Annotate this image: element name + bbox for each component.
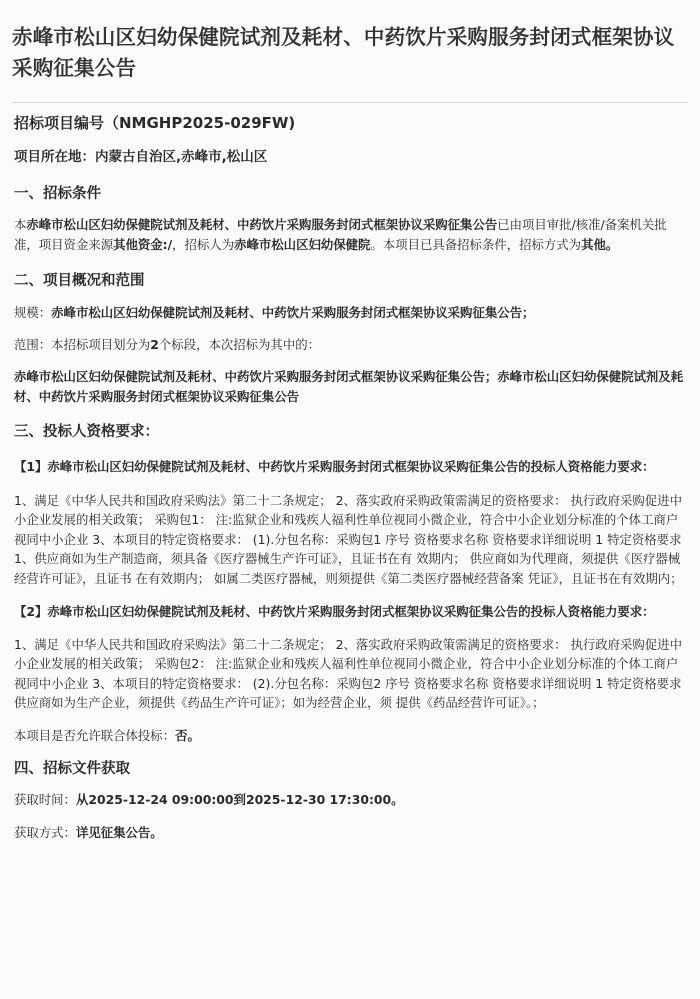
scale-value: 赤峰市松山区妇幼保健院试剂及耗材、中药饮片采购服务封闭式框架协议采购征集公告；	[51, 305, 535, 320]
package-1-title: 【1】赤峰市松山区妇幼保健院试剂及耗材、中药饮片采购服务封闭式框架协议采购征集公告的投标人资格能力要求：	[14, 459, 655, 474]
title-divider	[12, 102, 688, 103]
scope-lot-list: 赤峰市松山区妇幼保健院试剂及耗材、中药饮片采购服务封闭式框架协议采购征集公告；赤峰市松山区妇幼保健院试剂及耗材、中药饮片采购服务封闭式框架协议采购征集公告	[14, 369, 684, 404]
acquisition-method-value: 详见征集公告。	[75, 824, 163, 840]
acquisition-method-label: 获取方式：	[14, 824, 76, 840]
joint-bid-line	[14, 726, 688, 746]
joint-bid-label: 本项目是否允许联合体投标：	[14, 727, 176, 743]
package-2-title: 【2】赤峰市松山区妇幼保健院试剂及耗材、中药饮片采购服务封闭式框架协议采购征集公告的投标人资格能力要求：	[14, 604, 655, 619]
project-scope	[14, 335, 688, 355]
text-segment: 范围：本招标项目划分为	[14, 336, 151, 352]
acquisition-time-value: 从2025-12-24 09:00:00到2025-12-30 17:30:00。	[75, 792, 404, 807]
fund-source-bold: 其他资金:/	[113, 236, 173, 252]
joint-bid-value: 否。	[175, 727, 200, 743]
text-segment: ，招标人为	[172, 236, 235, 252]
text-segment: 。本项目已具备招标条件，招标方式为	[370, 236, 582, 252]
package-2-requirements: 1、满足《中华人民共和国政府采购法》第二十二条规定； 2、落实政府采购政策需满足的资格要求： 执行政府采购促进中小企业发展的相关政策； 采购包2： 注:监狱企业和残疾人福利性单位视同小微企业，符合中小企业划分标准的个体工商户视同中小企业 3、本项目的特定资格要求： (2).分包名称：采购包2 序号 资格要求名称 资格要求详细说明 1 特定资格要求 供应商如为生产企业，须提供《药品生产许可证》；如为经营企业，须 提供《药品经营许可证》。；	[14, 636, 682, 710]
section-heading-project-overview: 二、项目概况和范围	[14, 273, 145, 289]
project-location: 项目所在地：内蒙古自治区,赤峰市,松山区	[14, 149, 268, 165]
bidding-conditions-paragraph	[14, 215, 688, 254]
lot-count: 2	[150, 336, 159, 352]
page-title: 赤峰市松山区妇幼保健院试剂及耗材、中药饮片采购服务封闭式框架协议采购征集公告	[12, 25, 675, 80]
text-segment: 已由项目审批/核准/备案机关批准，项目资金来源	[14, 217, 667, 252]
scale-label: 规模：	[14, 305, 52, 320]
text-segment: 个标段，本次招标为其中的：	[158, 336, 320, 352]
acquisition-time-label: 获取时间：	[14, 792, 76, 807]
text-segment: 本	[14, 217, 27, 232]
acquisition-time	[14, 790, 688, 810]
section-heading-document-acquisition: 四、招标文件获取	[14, 761, 130, 777]
tenderer-bold: 赤峰市松山区妇幼保健院	[234, 236, 371, 252]
acquisition-method	[14, 823, 688, 843]
project-number: 招标项目编号（NMGHP2025-029FW)	[14, 114, 296, 132]
package-1-requirements: 1、满足《中华人民共和国政府采购法》第二十二条规定； 2、落实政府采购政策需满足的资格要求： 执行政府采购促进中小企业发展的相关政策； 采购包1： 注:监狱企业和残疾人福利性单位视同小微企业，符合中小企业划分标准的个体工商户视同中小企业 3、本项目的特定资格要求： (1).分包名称：采购包1 序号 资格要求名称 资格要求详细说明 1 特定资格要求 1、供应商如为生产制造商，须具备《医疗器械生产许可证》，且证书在有 效期内； 供应商如为代理商，须提供《医疗器械经营许可证》，且证书 在有效期内； 如属二类医疗器械，则须提供《第二类医疗器械经营备案 凭证》，且证书在有效期内；	[14, 492, 683, 586]
section-heading-qualifications: 三、投标人资格要求：	[14, 424, 159, 440]
project-scale	[14, 303, 688, 323]
bidding-method-bold: 其他。	[581, 236, 619, 252]
section-heading-bidding-conditions: 一、招标条件	[14, 186, 101, 202]
project-name-bold: 赤峰市松山区妇幼保健院试剂及耗材、中药饮片采购服务封闭式框架协议采购征集公告	[26, 217, 498, 232]
